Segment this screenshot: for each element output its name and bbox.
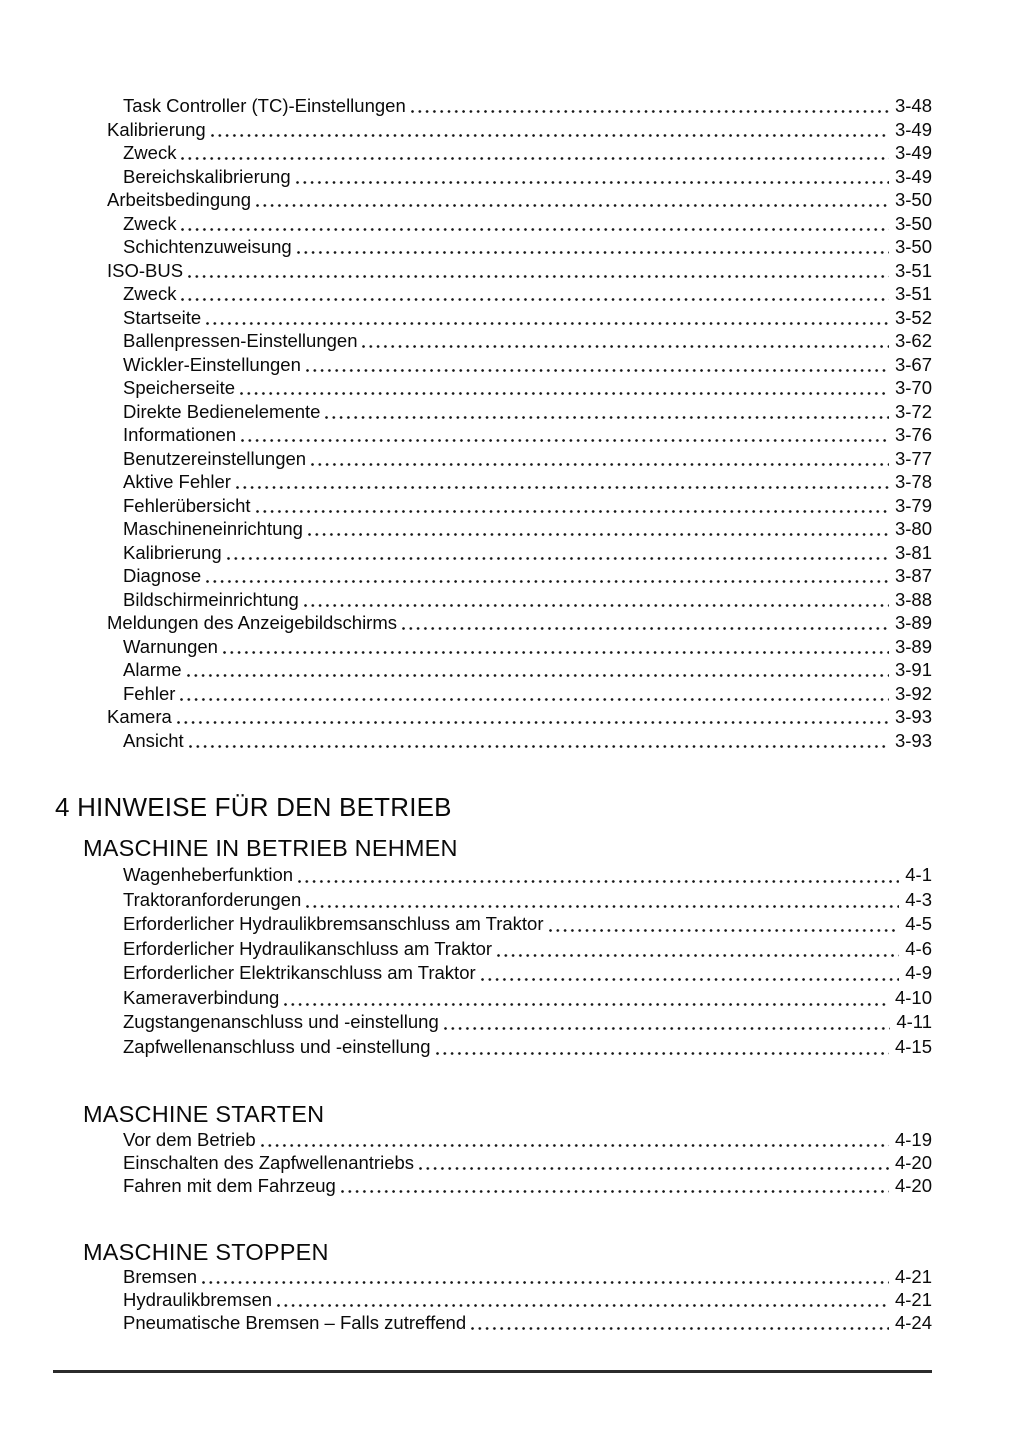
- toc-entry[interactable]: [53, 888, 932, 913]
- toc-entry-page: 3-91: [894, 659, 932, 680]
- toc-entry[interactable]: [53, 118, 932, 142]
- toc-entry[interactable]: [53, 376, 932, 400]
- toc-entry-page: 3-51: [894, 259, 932, 281]
- section-heading: MASCHINE STARTEN: [83, 1101, 325, 1127]
- dot-leader: [218, 635, 895, 659]
- toc-entry-page: 3-92: [894, 682, 932, 704]
- manual-toc-page: [53, 0, 932, 1373]
- toc-entry-page: 3-52: [894, 306, 932, 328]
- toc-entry-page: 4-6: [905, 937, 932, 959]
- toc-entry[interactable]: [53, 541, 932, 565]
- dot-leader: [222, 541, 895, 565]
- toc-entry[interactable]: [53, 423, 932, 447]
- toc-entry[interactable]: [53, 353, 932, 377]
- toc-entry-label: Traktoranforderungen: [123, 888, 302, 910]
- dot-leader: [175, 682, 895, 706]
- toc-entry-label: Ballenpressen-Einstellungen: [123, 330, 358, 351]
- dot-leader: [357, 329, 894, 353]
- toc-entry-page: 3-48: [894, 95, 932, 116]
- toc-entry-label: Informationen: [123, 424, 237, 445]
- toc-chapter3-block: [53, 94, 932, 752]
- toc-entry[interactable]: [53, 729, 932, 753]
- toc-entry[interactable]: [53, 1174, 932, 1197]
- section-entries: [53, 863, 932, 1059]
- toc-entry-label: Meldungen des Anzeigebildschirms: [107, 612, 398, 633]
- dot-leader: [320, 400, 895, 424]
- toc-entry[interactable]: [53, 517, 932, 541]
- toc-entry-page: 4-21: [894, 1266, 932, 1287]
- toc-entry-page: 3-50: [894, 212, 932, 234]
- toc-entry-page: 3-78: [894, 471, 932, 492]
- dot-leader: [279, 986, 895, 1011]
- toc-entry[interactable]: [53, 588, 932, 612]
- toc-entry-label: Fehlerübersicht: [123, 494, 251, 516]
- dot-leader: [251, 188, 895, 212]
- toc-entry-page: 3-89: [894, 612, 932, 633]
- toc-entry[interactable]: [53, 165, 932, 189]
- toc-entry[interactable]: [53, 1265, 932, 1288]
- toc-entry-page: 3-49: [894, 118, 932, 140]
- dot-leader: [231, 470, 895, 494]
- toc-entry-page: 4-21: [894, 1289, 932, 1310]
- toc-entry[interactable]: [53, 1151, 932, 1174]
- toc-entry-page: 3-67: [894, 353, 932, 375]
- toc-entry-page: 3-50: [894, 236, 932, 257]
- toc-entry-page: 4-10: [894, 986, 932, 1008]
- chapter-heading: 4 HINWEISE FÜR DEN BETRIEB: [55, 792, 452, 822]
- toc-entry[interactable]: [53, 400, 932, 424]
- toc-entry-label: Erforderlicher Hydraulikanschluss am Traktor: [123, 937, 493, 959]
- toc-entry-label: Maschineneinrichtung: [123, 518, 303, 539]
- toc-entry[interactable]: [53, 682, 932, 706]
- section-entries: [53, 1265, 932, 1334]
- toc-entry-page: 4-20: [894, 1152, 932, 1173]
- toc-entry-label: Hydraulikbremsen: [123, 1289, 273, 1310]
- toc-entry-label: Zapfwellenanschluss und -einstellung: [123, 1035, 431, 1057]
- toc-entry-label: Wickler-Einstellungen: [123, 353, 301, 375]
- toc-section: [53, 835, 932, 1059]
- toc-entry-label: Einschalten des Zapfwellenantriebs: [123, 1152, 415, 1173]
- toc-entry-label: Bremsen: [123, 1266, 198, 1287]
- dot-leader: [301, 353, 895, 377]
- toc-entry-page: 3-62: [894, 330, 932, 351]
- dot-leader: [431, 1035, 895, 1060]
- toc-entry-page: 3-89: [894, 635, 932, 657]
- toc-entry[interactable]: [53, 447, 932, 471]
- dot-leader: [299, 588, 895, 612]
- toc-entry-page: 3-79: [894, 494, 932, 516]
- toc-entry-label: Erforderlicher Elektrikanschluss am Traktor: [123, 962, 476, 983]
- dot-leader: [201, 564, 895, 588]
- toc-entry[interactable]: [53, 635, 932, 659]
- toc-entry-page: 3-72: [894, 400, 932, 422]
- toc-entry-label: Fehler: [123, 682, 176, 704]
- dot-leader: [336, 1174, 895, 1197]
- toc-entry-page: 3-76: [894, 424, 932, 445]
- toc-entry-label: Bereichskalibrierung: [123, 165, 291, 187]
- toc-entry[interactable]: [53, 306, 932, 330]
- toc-entry[interactable]: [53, 259, 932, 283]
- toc-entry-label: Benutzereinstellungen: [123, 447, 307, 469]
- dot-leader: [439, 1010, 897, 1035]
- toc-chapter4-block: [53, 835, 932, 1334]
- toc-entry[interactable]: [53, 961, 932, 986]
- toc-entry-page: 3-80: [894, 518, 932, 539]
- toc-entry-label: Aktive Fehler: [123, 471, 231, 492]
- dot-leader: [256, 1128, 895, 1151]
- toc-entry-label: Kamera: [107, 706, 172, 727]
- dot-leader: [492, 937, 905, 962]
- dot-leader: [206, 118, 895, 142]
- dot-leader: [476, 961, 906, 986]
- toc-entry[interactable]: [53, 329, 932, 353]
- footer-rule: [53, 1370, 932, 1373]
- toc-entry-label: Warnungen: [123, 635, 218, 657]
- toc-entry[interactable]: [53, 494, 932, 518]
- toc-entry-page: 3-49: [894, 142, 932, 163]
- toc-entry-page: 4-3: [905, 888, 932, 910]
- toc-entry-label: ISO-BUS: [107, 259, 184, 281]
- toc-entry[interactable]: [53, 937, 932, 962]
- dot-leader: [176, 282, 895, 306]
- toc-entry-label: Zweck: [123, 142, 177, 163]
- section-heading: MASCHINE IN BETRIEB NEHMEN: [83, 835, 458, 861]
- toc-entry[interactable]: [53, 1288, 932, 1311]
- dot-leader: [414, 1151, 895, 1174]
- toc-entry[interactable]: [53, 658, 932, 682]
- toc-entry-label: Arbeitsbedingung: [107, 189, 251, 210]
- section-entries: [53, 1128, 932, 1197]
- toc-entry-page: 3-88: [894, 588, 932, 610]
- dot-leader: [201, 306, 895, 330]
- toc-entry-label: Ansicht: [123, 729, 184, 751]
- dot-leader: [176, 141, 895, 165]
- dot-leader: [236, 423, 895, 447]
- dot-leader: [544, 912, 906, 937]
- toc-entry-page: 3-93: [894, 706, 932, 727]
- toc-entry-page: 3-87: [894, 565, 932, 586]
- dot-leader: [197, 1265, 895, 1288]
- dot-leader: [292, 235, 895, 259]
- toc-entry-label: Diagnose: [123, 565, 202, 586]
- toc-entry-label: Bildschirmeinrichtung: [123, 588, 299, 610]
- toc-entry-page: 3-81: [894, 541, 932, 563]
- toc-section: [53, 1239, 932, 1334]
- toc-entry[interactable]: [53, 235, 932, 259]
- toc-entry-label: Pneumatische Bremsen – Falls zutreffend: [123, 1312, 467, 1333]
- toc-entry-page: 3-50: [894, 189, 932, 210]
- toc-entry[interactable]: [53, 188, 932, 212]
- toc-entry[interactable]: [53, 564, 932, 588]
- toc-entry-page: 4-19: [894, 1129, 932, 1150]
- toc-entry-label: Startseite: [123, 306, 202, 328]
- dot-leader: [291, 165, 895, 189]
- toc-entry[interactable]: [53, 986, 932, 1011]
- toc-entry-page: 3-77: [894, 447, 932, 469]
- dot-leader: [303, 517, 895, 541]
- toc-entry-label: Kalibrierung: [123, 541, 222, 563]
- toc-section: [53, 1101, 932, 1197]
- toc-entry-label: Task Controller (TC)-Einstellungen: [123, 95, 406, 116]
- toc-entry-page: 4-15: [894, 1035, 932, 1057]
- dot-leader: [272, 1288, 895, 1311]
- toc-entry[interactable]: [53, 141, 932, 165]
- dot-leader: [176, 212, 895, 236]
- toc-entry[interactable]: [53, 1128, 932, 1151]
- toc-entry-page: 3-51: [894, 283, 932, 304]
- dot-leader: [182, 658, 895, 682]
- dot-leader: [183, 259, 895, 283]
- toc-entry-label: Schichtenzuweisung: [123, 236, 292, 257]
- toc-entry-page: 4-11: [896, 1011, 932, 1032]
- toc-entry[interactable]: [53, 863, 932, 888]
- toc-entry[interactable]: [53, 912, 932, 937]
- toc-entry-label: Kalibrierung: [107, 118, 206, 140]
- toc-entry[interactable]: [53, 1311, 932, 1334]
- toc-entry[interactable]: [53, 611, 932, 635]
- dot-leader: [397, 611, 895, 635]
- toc-entry-label: Speicherseite: [123, 377, 236, 398]
- toc-entry-label: Kameraverbindung: [123, 986, 280, 1008]
- dot-leader: [251, 494, 895, 518]
- toc-entry-page: 4-20: [894, 1175, 932, 1196]
- dot-leader: [293, 863, 905, 888]
- toc-entry-label: Vor dem Betrieb: [123, 1129, 256, 1150]
- dot-leader: [301, 888, 905, 913]
- toc-entry[interactable]: [53, 212, 932, 236]
- dot-leader: [172, 705, 895, 729]
- toc-entry-label: Zugstangenanschluss und -einstellung: [123, 1011, 439, 1032]
- toc-entry-page: 4-24: [894, 1312, 932, 1333]
- toc-entry-label: Fahren mit dem Fahrzeug: [123, 1175, 336, 1196]
- toc-entry[interactable]: [53, 94, 932, 118]
- toc-entry-label: Zweck: [123, 212, 177, 234]
- toc-entry-page: 3-49: [894, 165, 932, 187]
- toc-entry-label: Direkte Bedienelemente: [123, 400, 321, 422]
- toc-entry[interactable]: [53, 470, 932, 494]
- toc-entry-page: 4-5: [905, 913, 932, 934]
- toc-entry-label: Wagenheberfunktion: [123, 864, 294, 885]
- toc-entry-page: 4-1: [905, 864, 932, 885]
- dot-leader: [184, 729, 895, 753]
- toc-entry-label: Zweck: [123, 283, 177, 304]
- toc-entry-label: Erforderlicher Hydraulikbremsanschluss am Traktor: [123, 913, 544, 934]
- toc-entry-label: Alarme: [123, 659, 182, 680]
- toc-entry-page: 3-70: [894, 377, 932, 398]
- dot-leader: [306, 447, 895, 471]
- dot-leader: [406, 94, 895, 118]
- toc-entry-page: 4-9: [905, 962, 932, 983]
- toc-entry-page: 3-93: [894, 729, 932, 751]
- dot-leader: [235, 376, 895, 400]
- toc-entry[interactable]: [53, 705, 932, 729]
- toc-entry[interactable]: [53, 282, 932, 306]
- section-heading: MASCHINE STOPPEN: [83, 1239, 329, 1265]
- dot-leader: [466, 1311, 895, 1334]
- toc-entry[interactable]: [53, 1035, 932, 1060]
- toc-entry[interactable]: [53, 1010, 932, 1035]
